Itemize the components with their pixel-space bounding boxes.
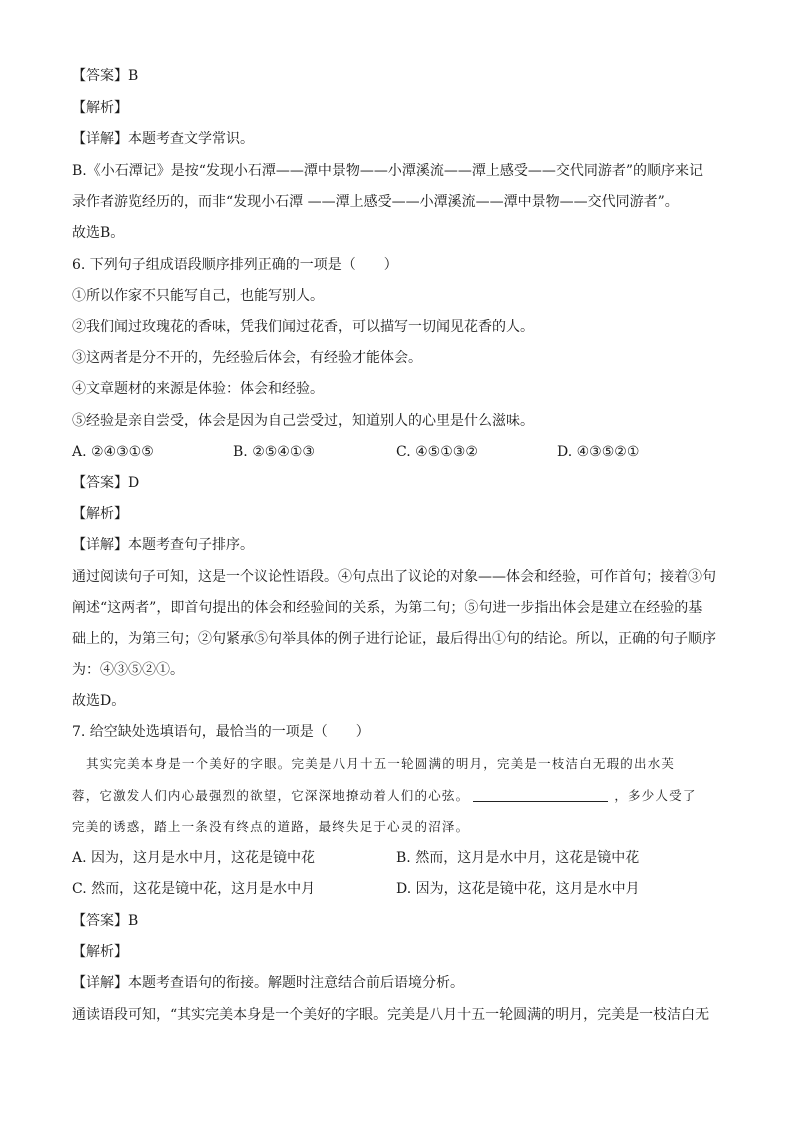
q7-passage-line-2-tail: ，多少人受了 [614, 788, 697, 803]
q5-conclusion: 故选B。 [72, 225, 125, 241]
q7-answer: 【答案】B [72, 913, 139, 929]
q5-detail: 【详解】本题考查文学常识。 [72, 131, 254, 147]
q6-body-line-1: 通过阅读句子可知，这是一个议论性语段。④句点出了议论的对象——体会和经验，可作首句；接着③句 [72, 569, 716, 585]
q5-body-line-1: B.《小石潭记》是按“发现小石潭——潭中景物——小潭溪流——潭上感受——交代同游者”的顺序来记 [72, 163, 704, 179]
q6-option-d: D. ④③⑤②① [557, 444, 640, 460]
q6-stem: 6. 下列句子组成语段顺序排列正确的一项是（ ） [72, 257, 398, 273]
q6-sentence-5: ⑤经验是亲自尝受，体会是因为自己尝受过，知道别人的心里是什么滋味。 [72, 413, 534, 429]
q7-passage-line-1: 其实完美本身是一个美好的字眼。完美是八月十五一轮圆满的明月，完美是一枝洁白无瑕的出水芙 [86, 756, 676, 771]
q7-analysis-label: 【解析】 [72, 944, 128, 960]
q7-fill-blank [473, 787, 608, 802]
q5-analysis-label: 【解析】 [72, 100, 128, 116]
q7-detail: 【详解】本题考查语句的衔接。解题时注意结合前后语境分析。 [72, 975, 464, 991]
q7-option-d: D. 因为，这花是镜中花，这月是水中月 [396, 881, 640, 897]
q5-body-line-2: 录作者游览经历的，而非“发现小石潭 ——潭上感受——小潭溪流——潭中景物——交代同游者”。 [72, 194, 679, 210]
q7-passage-line-2 [72, 786, 697, 806]
q6-option-b: B. ②⑤④①③ [233, 444, 315, 460]
q7-stem: 7. 给空缺处选填语句，最恰当的一项是（ ） [72, 724, 370, 740]
q7-body-line-1: 通读语段可知，“其实完美本身是一个美好的字眼。完美是八月十五一轮圆满的明月，完美是一枝洁白无 [72, 1007, 710, 1023]
q6-body-line-2: 阐述“这两者”，即首句提出的体会和经验间的关系，为第二句；⑤句进一步指出体会是建立在经验的基 [72, 600, 703, 616]
q7-passage-line-3: 完美的诱惑，踏上一条没有终点的道路，最终失足于心灵的沼泽。 [72, 819, 470, 834]
q6-body-line-3: 础上的，为第三句；②句紧承⑤句举具体的例子进行论证，最后得出①句的结论。所以，正确的句子顺序 [72, 631, 716, 647]
q6-detail: 【详解】本题考查句子排序。 [72, 537, 254, 553]
q6-sentence-4: ④文章题材的来源是体验：体会和经验。 [72, 381, 324, 397]
q6-option-a: A. ②④③①⑤ [72, 444, 154, 460]
q6-sentence-2: ②我们闻过玫瑰花的香味，凭我们闻过花香，可以描写一切闻见花香的人。 [72, 319, 534, 335]
q6-sentence-3: ③这两者是分不开的，先经验后体会，有经验才能体会。 [72, 350, 422, 366]
q7-option-c: C. 然而，这花是镜中花，这月是水中月 [72, 881, 316, 897]
q6-sentence-1: ①所以作家不只能写自己，也能写别人。 [72, 288, 324, 304]
q7-passage-line-2-text: 蓉，它激发人们内心最强烈的欲望，它深深地撩动着人们的心弦。 [72, 788, 470, 803]
q5-answer: 【答案】B [72, 68, 139, 84]
q6-analysis-label: 【解析】 [72, 506, 128, 522]
q7-option-b: B. 然而，这月是水中月，这花是镜中花 [396, 850, 640, 866]
q6-conclusion: 故选D。 [72, 693, 126, 709]
q6-body-line-4: 为：④③⑤②①。 [72, 662, 184, 678]
q6-answer: 【答案】D [72, 475, 140, 491]
q6-option-c: C. ④⑤①③② [396, 444, 478, 460]
q7-option-a: A. 因为，这月是水中月，这花是镜中花 [72, 850, 316, 866]
